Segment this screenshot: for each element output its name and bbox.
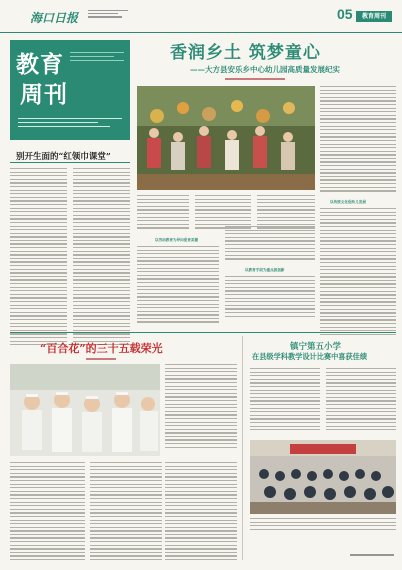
sidebar-article-title: 别开生面的“红领巾课堂” [16,152,111,162]
main-right-column-2 [320,208,396,337]
section-tag: 教育周刊 [356,11,392,22]
page-number: 05 [337,6,353,22]
masthead-issue-info [88,10,128,18]
page-footer-credit [350,554,394,556]
main-body-col-4 [137,246,219,325]
masthead [0,0,402,33]
bottom-right-divider [242,336,243,560]
bottom-left-col-a [165,364,237,450]
bottom-left-title: “百合花”的三十五载荣光 [40,342,163,355]
main-body-col-1 [137,195,189,231]
bottom-right-caption [250,518,396,532]
main-photo-illustration [137,86,315,190]
main-right-column [320,86,396,194]
sidebar-column-2 [73,168,130,348]
bottom-right-col-b [326,368,396,433]
sidebar-title-rule [10,162,130,163]
bottom-left-photo-illustration [10,364,160,456]
sidebar-info-lines [18,118,122,127]
sidebar-title-1: 教育 [16,51,64,78]
sidebar-banner [10,40,130,140]
main-body-col-6 [225,276,315,319]
bottom-right-title-1: 镇宁第五小学 [290,342,342,352]
main-subhead-3: 以传统文化促幼儿发展 [330,200,366,204]
bottom-left-col-d [165,462,237,563]
bottom-left-col-c [90,462,162,563]
main-subhead-1: 以劳动教育为导向促育美德 [155,238,199,242]
bottom-right-photo [250,440,396,514]
bottom-right-title-2: 在县级学科教学设计比赛中喜获佳绩 [252,352,368,361]
main-article-title: 香润乡土 筑梦童心 [170,43,321,63]
main-article-subtitle: ——大方县安乐乡中心幼儿园高质量发展纪实 [190,65,340,74]
sidebar-deco-lines [70,52,124,64]
main-body-col-5 [225,226,315,262]
section-divider [10,332,396,333]
masthead-logo: 海口日报 [30,11,79,25]
bottom-left-col-b [10,462,85,563]
sidebar-column-1 [10,168,67,348]
bottom-right-photo-illustration [250,440,396,514]
main-photo [137,86,315,190]
bottom-left-byline [86,358,116,360]
main-subhead-2: 以教育手段为重点抓创新 [245,268,285,272]
main-article-byline [225,78,285,80]
sidebar-title-2: 周刊 [20,81,68,108]
bottom-left-photo [10,364,160,456]
bottom-right-col-a [250,368,320,433]
